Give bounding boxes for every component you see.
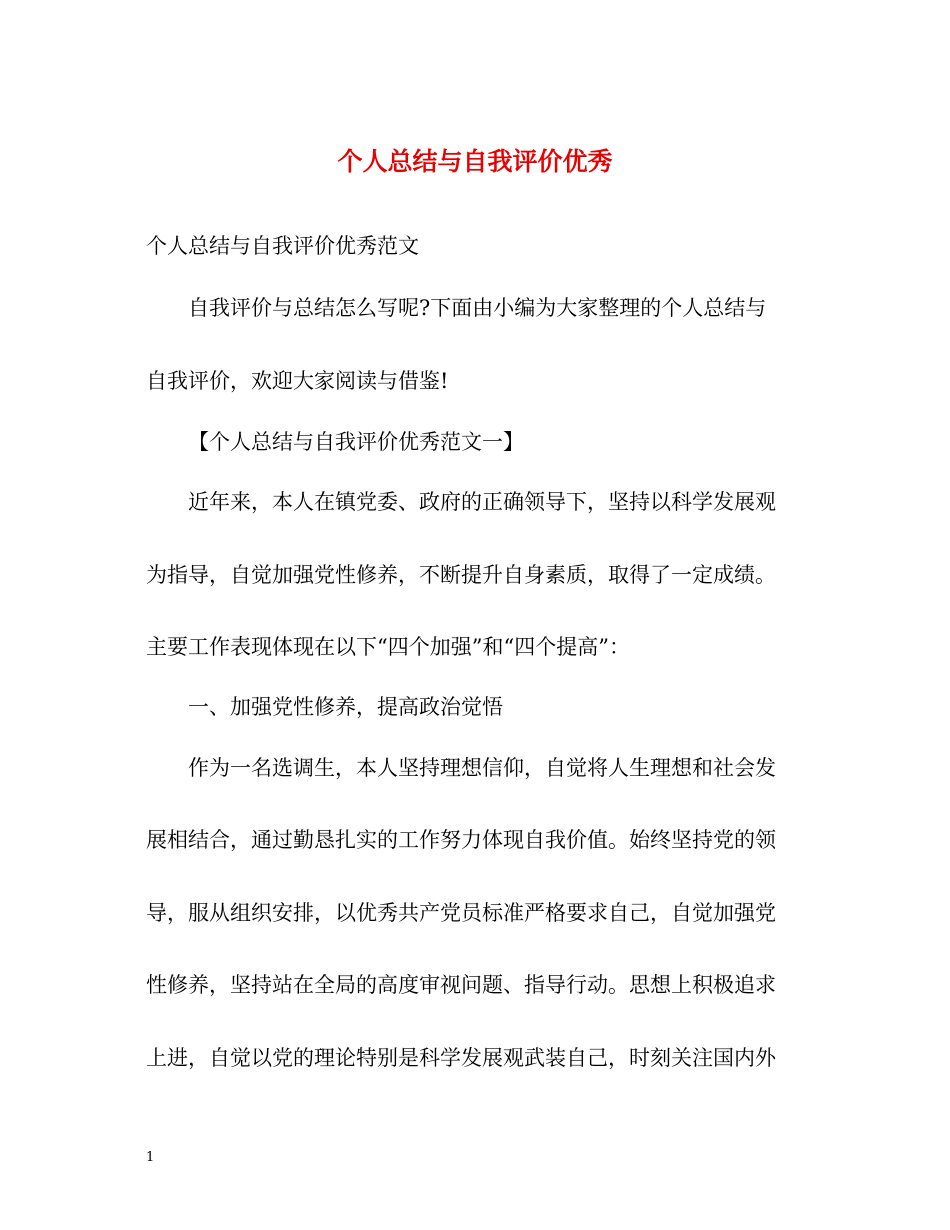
body-line: 自我评价与总结怎么写呢?下面由小编为大家整理的个人总结与 (188, 296, 767, 320)
body-line: 性修养，坚持站在全局的高度审视问题、指导行动。思想上积极追求 (146, 973, 776, 997)
body-line: 导，服从组织安排，以优秀共产党员标准严格要求自己，自觉加强党 (146, 901, 776, 925)
page-number: 1 (146, 1150, 155, 1165)
body-line: 近年来，本人在镇党委、政府的正确领导下，坚持以科学发展观 (188, 490, 776, 514)
section-heading: 【个人总结与自我评价优秀范文一】 (188, 430, 524, 454)
subtitle-line: 个人总结与自我评价优秀范文 (146, 234, 419, 258)
document-title: 个人总结与自我评价优秀 (337, 147, 613, 176)
body-line: 自我评价，欢迎大家阅读与借鉴! (146, 369, 449, 393)
section-heading: 一、加强党性修养，提高政治觉悟 (188, 695, 503, 719)
body-line: 主要工作表现体现在以下“四个加强”和“四个提高”： (146, 635, 630, 659)
body-line: 上进，自觉以党的理论特别是科学发展观武装自己，时刻关注国内外 (146, 1046, 776, 1070)
body-line: 展相结合，通过勤恳扎实的工作努力体现自我价值。始终坚持党的领 (146, 828, 776, 852)
body-line: 作为一名选调生，本人坚持理想信仰，自觉将人生理想和社会发 (188, 756, 776, 780)
body-line: 为指导，自觉加强党性修养，不断提升自身素质，取得了一定成绩。 (146, 563, 776, 587)
